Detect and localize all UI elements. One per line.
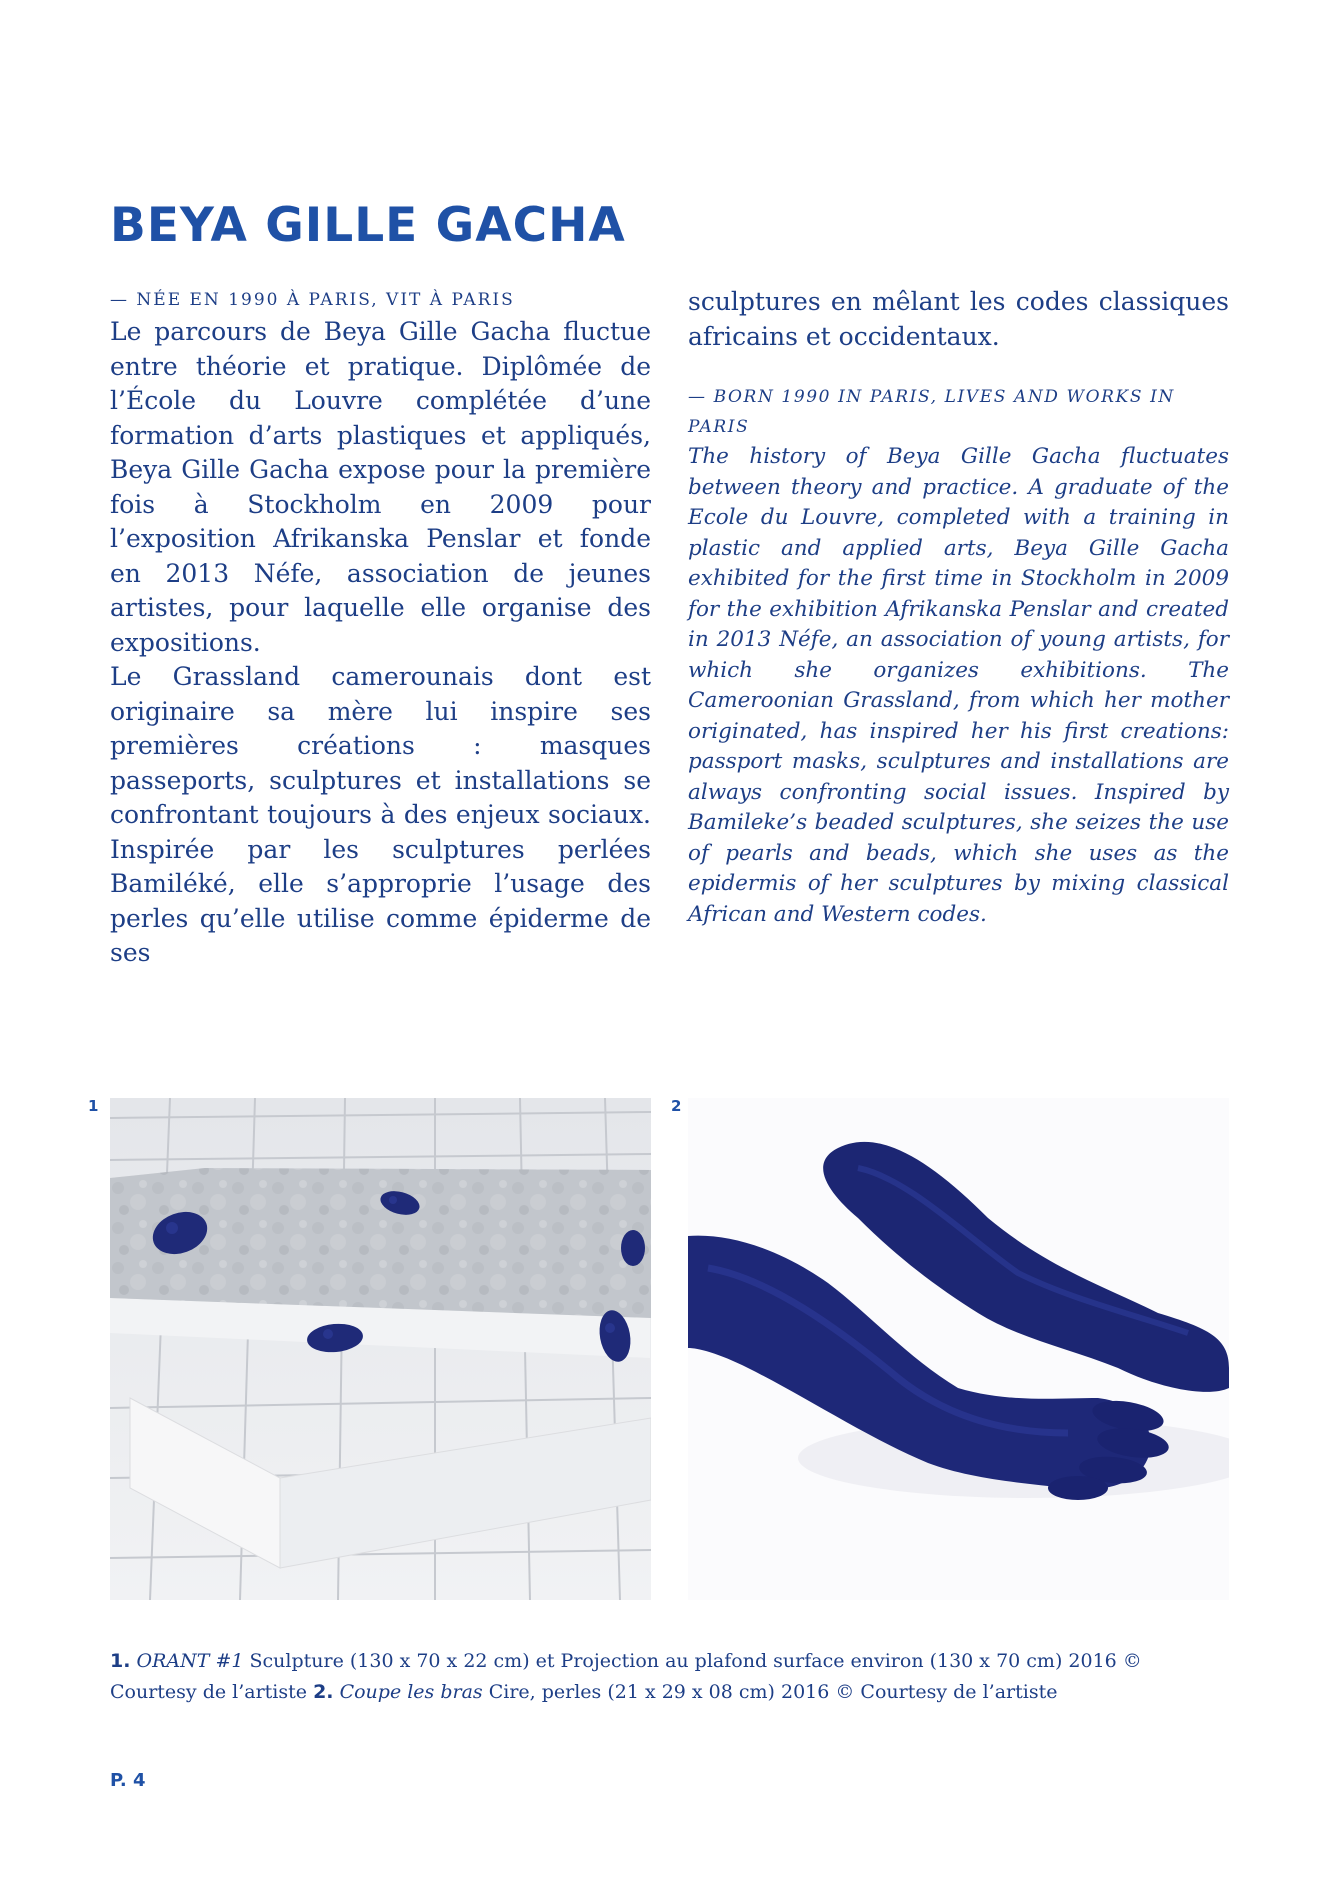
photo-coupe-les-bras — [688, 1098, 1229, 1600]
figure-2-number: 2 — [671, 1097, 682, 1115]
background-watermark — [40, 60, 1300, 160]
artist-name-title: BEYA GILLE GACHA — [110, 198, 626, 253]
english-paragraph: The history of Beya Gille Gacha fluctuates between theory and practice. A graduate of the Ecole du Louvre, completed with a training in plastic and applied arts, Beya Gille Gacha exhibited for the first time in Stockholm in 2009 for the exhibition Afrikanska Penslar and created in 2013 Néfe, an association of young artists, for which she organizes exhibitions. The Cameroonian Grassland, from which her mother originated, has inspired her his first creations: passport masks, sculptures and installations are always confronting social issues. Inspired by Bamileke’s beaded sculptures, she seizes the use of pearls and beads, which she uses as the epidermis of her sculptures by mixing classical African and Western codes. — [688, 444, 1229, 927]
page-number: P. 4 — [110, 1770, 146, 1791]
french-column — [110, 285, 651, 971]
english-subhead: — BORN 1990 IN PARIS, LIVES AND WORKS IN PARIS — [688, 387, 1175, 437]
french-paragraph-1: Le parcours de Beya Gille Gacha fluctue entre théorie et pratique. Diplômée de l’École du Louvre complétée d’une formation d’arts plastiques et appliqués, Beya Gille Gacha expose pour la première fois à Stockholm en 2009 pour l’exposition Afrikanska Penslar et fonde en 2013 Néfe, association de jeunes artistes, pour laquelle elle organise des expositions. — [110, 317, 651, 657]
photo-orant-sculpture — [110, 1098, 651, 1600]
figure-caption — [110, 1646, 1190, 1708]
caption-text-1: Sculpture (130 x 70 x 22 cm) et Projection au plafond surface environ (130 x 70 cm) 2016 © Courtesy de l’artiste — [110, 1650, 1142, 1703]
french-paragraph-continuation: sculptures en mêlant les codes classiques africains et occidentaux. — [688, 287, 1229, 351]
french-subhead: — NÉE EN 1990 À PARIS, VIT À PARIS — [110, 290, 515, 310]
english-column — [688, 285, 1229, 930]
caption-number-1: 1. — [110, 1650, 131, 1672]
caption-number-2: 2. — [313, 1681, 334, 1703]
caption-title-1: ORANT #1 — [136, 1650, 244, 1672]
caption-title-2: Coupe les bras — [339, 1681, 483, 1703]
french-paragraph-2: Le Grassland camerounais dont est originaire sa mère lui inspire ses premières créations : masques passeports, sculptures et installations se confrontant toujours à des enjeux sociaux. Inspirée par les sculptures perlées Bamiléké, elle s’approprie l’usage des perles qu’elle utilise comme épiderme de ses — [110, 662, 651, 967]
caption-text-2: Cire, perles (21 x 29 x 08 cm) 2016 © Courtesy de l’artiste — [488, 1681, 1058, 1703]
figure-1-number: 1 — [88, 1097, 99, 1115]
